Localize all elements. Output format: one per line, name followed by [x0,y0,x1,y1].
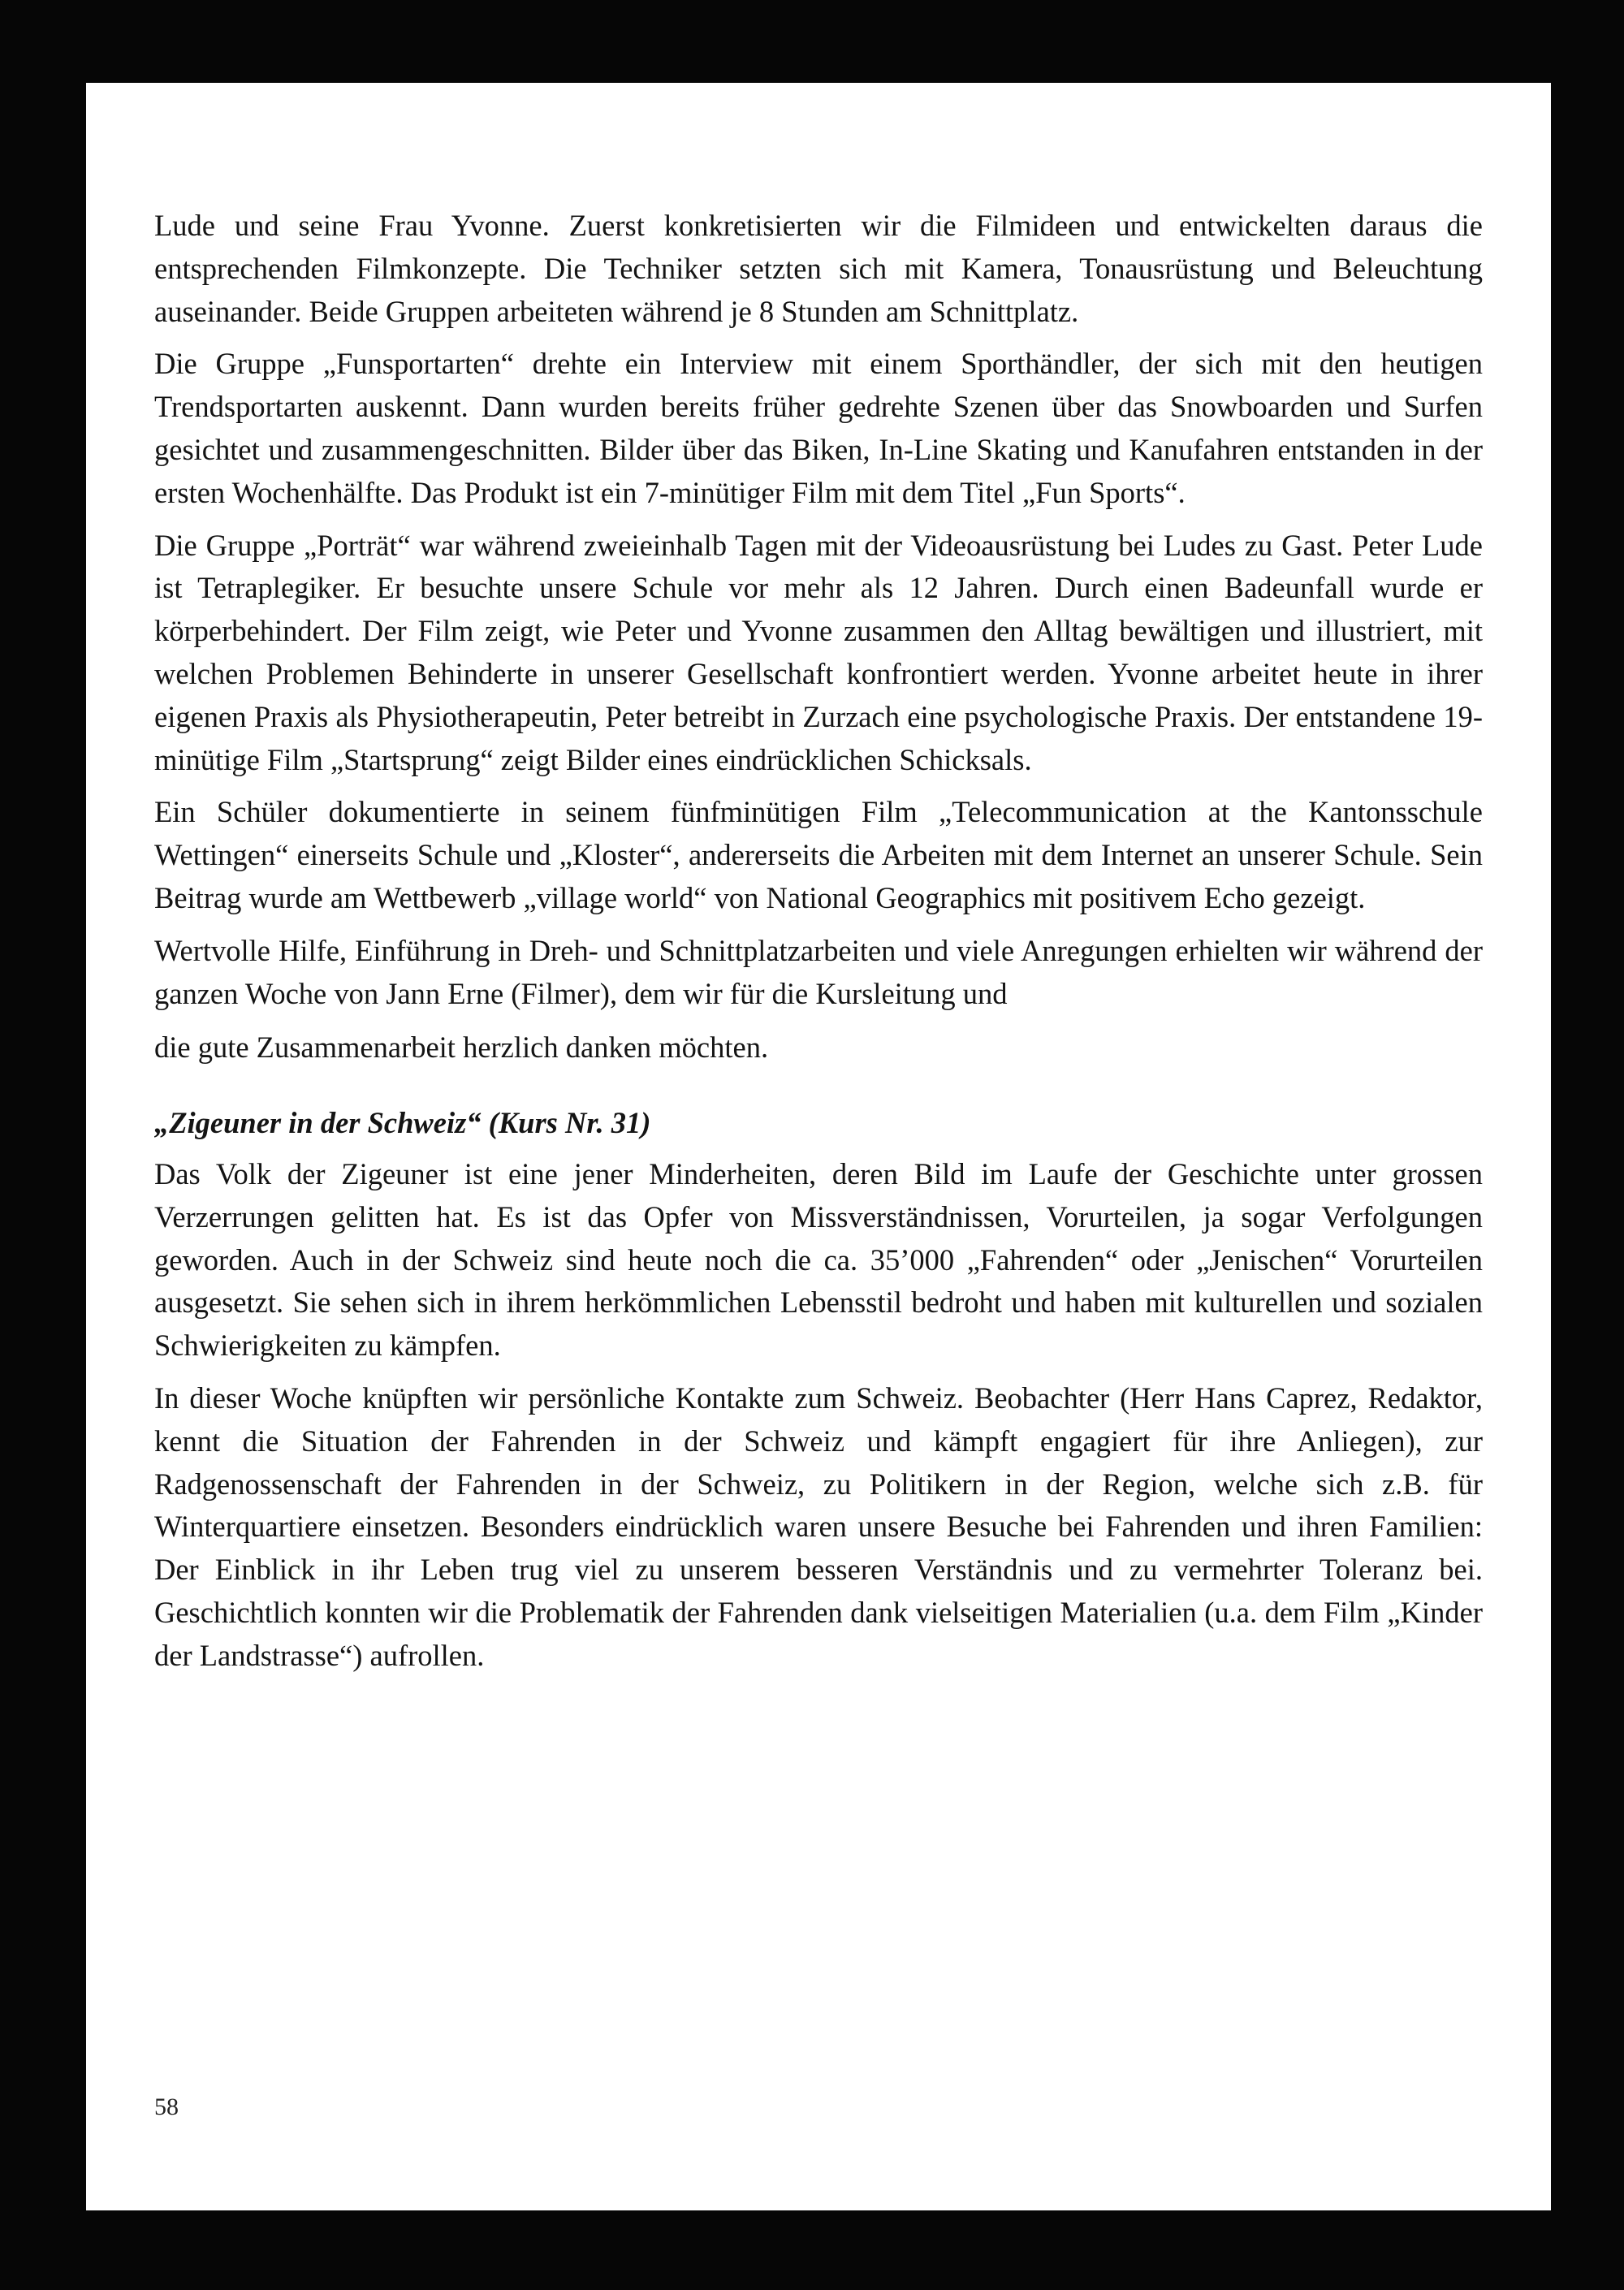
acknowledgement-line-2: die gute Zusammenarbeit herzlich danken möchten. [154,1030,769,1065]
section-heading-zigeuner: „Zigeuner in der Schweiz“ (Kurs Nr. 31) [154,1106,651,1140]
paragraph-funsportarten: Die Gruppe „Funsportarten“ drehte ein Interview mit einem Sporthändler, der sich mit den heutigen Trendsportarten auskennt. Dann wurden bereits früher gedrehte Szenen über das Snowboarden und Surfen gesichtet und zusammengeschnitten. Bilder über das Biken, In-Line Skating und Kanufahren entstanden in der ersten Wochenhälfte. Das Produkt ist ein 7-minütiger Film mit dem Titel „Fun Sports“. [154,347,1483,509]
paragraph-acknowledgement [154,930,1483,1069]
paragraph-lude-intro: Lude und seine Frau Yvonne. Zuerst konkretisierten wir die Filmideen und entwickelten daraus die entsprechenden Filmkonzepte. Die Techniker setzten sich mit Kamera, Tonausrüstung und Beleuchtung auseinander. Beide Gruppen arbeiteten während je 8 Stunden am Schnittplatz. [154,209,1483,328]
paragraph-telecommunication: Ein Schüler dokumentierte in seinem fünfminütigen Film „Telecommunication at the Kantonsschule Wettingen“ einerseits Schule und „Kloster“, andererseits die Arbeiten mit dem Internet an unserer Schule. Sein Beitrag wurde am Wettbewerb „village world“ von National Geographics mit positivem Echo gezeigt. [154,795,1483,914]
acknowledgement-line-1: Wertvolle Hilfe, Einführung in Dreh- und Schnittplatzarbeiten und viele Anregungen erhielten wir während der ganzen Woche von Jann Erne (Filmer), dem wir für die Kursleitung und [154,933,1483,1010]
paragraph-portraet: Die Gruppe „Porträt“ war während zweieinhalb Tagen mit der Videoausrüstung bei Ludes zu Gast. Peter Lude ist Tetraplegiker. Er besuchte unsere Schule vor mehr als 12 Jahren. Durch einen Badeunfall wurde er körperbehindert. Der Film zeigt, wie Peter und Yvonne zusammen den Alltag bewältigen und illustriert, mit welchen Problemen Behinderte in unserer Gesellschaft konfrontiert werden. Yvonne arbeitet heute in ihrer eigenen Praxis als Physiotherapeutin, Peter betreibt in Zurzach eine psychologische Praxis. Der entstandene 19-minütige Film „Startsprung“ zeigt Bilder eines eindrücklichen Schicksals. [154,528,1483,776]
document-page [86,83,1551,2210]
page-number: 58 [154,2093,179,2120]
page-content [154,205,1483,1687]
paragraph-zigeuner-intro: Das Volk der Zigeuner ist eine jener Minderheiten, deren Bild im Laufe der Geschichte unter grossen Verzerrungen gelitten hat. Es ist das Opfer von Missverständnissen, Vorurteilen, ja sogar Verfolgungen geworden. Auch in der Schweiz sind heute noch die ca. 35’000 „Fahrenden“ oder „Jenischen“ Vorurteilen ausgesetzt. Sie sehen sich in ihrem herkömmlichen Lebensstil bedroht und haben mit kulturellen und sozialen Schwierigkeiten zu kämpfen. [154,1156,1483,1363]
paragraph-zigeuner-contacts: In dieser Woche knüpften wir persönliche Kontakte zum Schweiz. Beobachter (Herr Hans Caprez, Redaktor, kennt die Situation der Fahrenden in der Schweiz und kämpft engagiert für ihre Anliegen), zur Radgenossenschaft der Fahrenden in der Schweiz, zu Politikern in der Region, welche sich z.B. für Winterquartiere einsetzen. Besonders eindrücklich waren unsere Besuche bei Fahrenden und ihren Familien: Der Einblick in ihr Leben trug viel zu unserem besseren Verständnis und zu vermehrter Toleranz bei. Geschichtlich konnten wir die Problematik der Fahrenden dank vielseitigen Materialien (u.a. dem Film „Kinder der Landstrasse“) aufrollen. [154,1380,1483,1672]
